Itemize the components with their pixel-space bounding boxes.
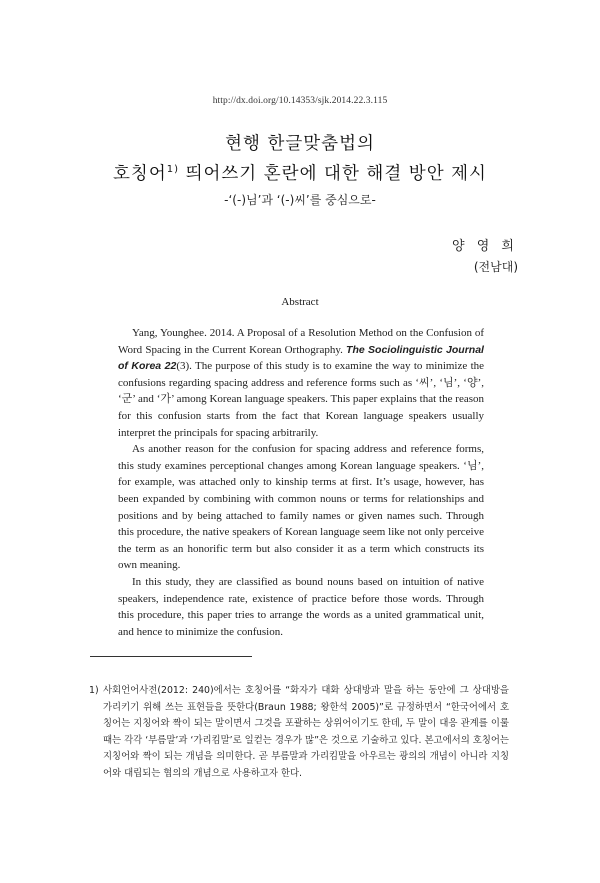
- author-name: 양 영 희: [452, 239, 518, 254]
- title-line-1: 현행 한글맞춤법의: [225, 134, 375, 154]
- doi-link[interactable]: http://dx.doi.org/10.14353/sjk.2014.22.3.115: [212, 96, 388, 106]
- title-line-2-start: 호칭어: [113, 164, 167, 184]
- author-affiliation: (전남대): [473, 260, 518, 274]
- footnote-text: 사회언어사전(2012: 240)에서는 호칭어를 “화자가 대화 상대방과 말을 하는 동안에 그 상대방을 가리키기 위해 쓰는 표현들을 뜻한다(Braun 1988; 왕한석 2005)”로 규정하면서 “한국어에서 호칭어는 지칭어와 짝이 되는 말이면서 그것을 포괄하는 상위어이기도 한데, 두 말이 대응 관계를 이룰 때는 각각 ‘부름말’과 ‘가리킴말’로 일컫는 경우가 많”은 것으로 기술하고 있다. 본고에서의 호칭어는 지칭어와 짝이 되는 개념을 의미한다. 곧 부름말과 가리킴말을 아우르는 광의의 개념이 아니라 지칭어와 대립되는 협의의 개념으로 사용하고자 한다.: [103, 685, 509, 779]
- footnote-marker[interactable]: 1): [166, 164, 180, 176]
- footnote: [89, 683, 509, 783]
- footnote-divider: [90, 656, 252, 657]
- title-line-2: [0, 160, 600, 185]
- abstract-paragraph-1: [118, 325, 484, 441]
- abstract-body: [118, 325, 484, 640]
- footnote-number: 1): [89, 685, 99, 696]
- citation-text: Yang, Younghee. 2014. A Proposal of a Resolution Method on the Confusion of Word Spacing in the Current Korean Orthography.: [118, 327, 484, 356]
- journal-name: The Sociolinguistic Journal of Korea 22: [118, 343, 484, 373]
- title-line-2-rest: 띄어쓰기 혼란에 대한 해결 방안 제시: [179, 164, 487, 184]
- subtitle: -‘(-)님’과 ‘(-)씨’를 중심으로-: [224, 193, 376, 207]
- abstract-paragraph-3: In this study, they are classified as bound nouns based on intuition of native speakers, independence rate, existence of practice before those words. Through this procedure, this paper tries to arrange the words as a united grammatical unit, and hence to minimize the confusion.: [118, 575, 484, 638]
- abstract-paragraph-2: As another reason for the confusion for spacing address and reference forms, this study examines perceptional changes among Korean language speakers. ‘님’, for example, was attached only to kinship terms at first. It’s usage, however, has been expanded by combining with common nouns or terms for relationships and positions and by being attached to family names or given names such. Through this procedure, the native speakers of Korean language seem like not only perceive the term as an honorific term but also consider it as a term which constructs its own meaning.: [118, 443, 484, 572]
- abstract-paragraph-1-rest: (3). The purpose of this study is to examine the way to minimize the confusions regarding spacing address and reference forms such as ‘씨’, ‘님’, ‘양’, ‘군’ and ‘가’ among Korean language speakers. This paper explains that the reason for this confusion starts from the fact that Korean language speakers usually interpret the principals for spacing arbitrarily.: [118, 360, 485, 439]
- abstract-heading: Abstract: [281, 296, 319, 308]
